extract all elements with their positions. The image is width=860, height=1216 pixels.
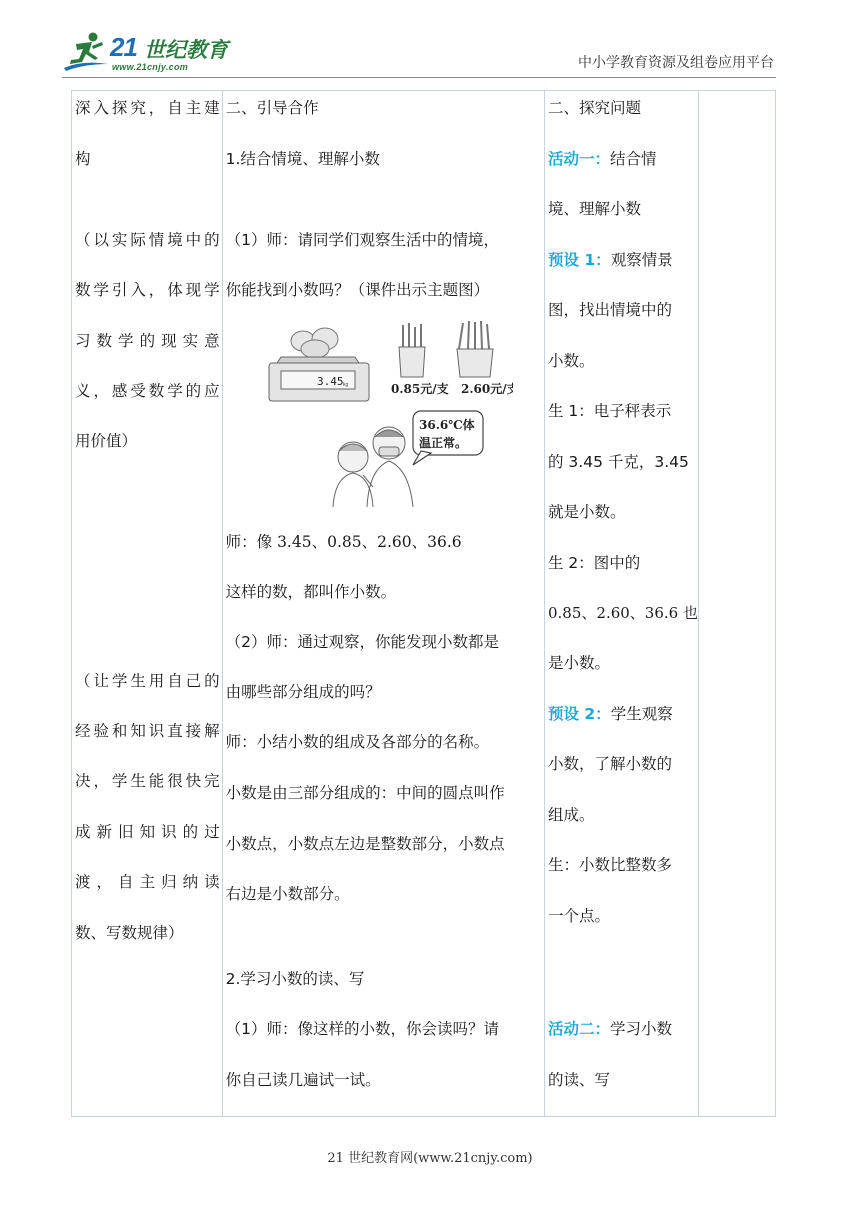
scale-display-value: 3.45 — [316, 375, 344, 388]
teacher-text: 师：小结小数的组成及各部分的名称。 — [225, 733, 490, 751]
activity-text: 学习小数 — [610, 1020, 673, 1038]
activity-text: 结合情 — [610, 150, 657, 168]
teacher-text: （1）师：像这样的小数，你会读吗？请 — [225, 1020, 500, 1038]
design-intent-cell — [72, 91, 223, 1117]
student-text: 图，找出情境中的 — [548, 301, 673, 319]
preset-text: 学生观察 — [610, 705, 673, 723]
price-label-2: 2.60元/支 — [460, 382, 513, 396]
student-text: 0.85、2.60、36.6 也 — [548, 604, 698, 622]
stage-title: 深入探究，自主建 — [75, 99, 220, 117]
teacher-text: 小数是由三部分组成的：中间的圆点叫作 — [225, 784, 505, 802]
activity-line — [548, 1019, 696, 1039]
student-text: 的读、写 — [548, 1071, 611, 1089]
price-label-1: 0.85元/支 — [390, 382, 449, 396]
page-footer: 21 世纪教育网(www.21cnjy.com) — [327, 1151, 533, 1166]
teacher-text: 这样的数，都叫作小数。 — [225, 583, 397, 601]
student-text: 生 2：图中的 — [548, 554, 641, 572]
logo-number: 21 — [110, 32, 137, 62]
student-text: 生：小数比整数多 — [548, 856, 673, 874]
subsection-heading: 2.学习小数的读、写 — [225, 970, 365, 988]
intent-text: 用价值） — [75, 432, 138, 450]
section-heading: 二、引导合作 — [225, 99, 319, 117]
student-text: 是小数。 — [548, 654, 611, 672]
logo-url: www.21cnjy.com — [112, 62, 189, 72]
scale-display-unit: kg — [342, 382, 348, 388]
activity-line — [548, 149, 696, 169]
theme-illustration-image — [263, 319, 513, 509]
bubble-line-2: 温正常。 — [418, 436, 467, 450]
student-text: 一个点。 — [548, 907, 611, 925]
activity-label: 活动二： — [548, 1020, 611, 1038]
intent-text: 义，感受数学的应 — [75, 382, 220, 400]
intent-text: 成新旧知识的过 — [75, 823, 220, 841]
intent-text: 渡，自主归纳读 — [75, 873, 220, 891]
bubble-line-1: 36.6℃体 — [418, 418, 475, 432]
activity-label: 活动一： — [548, 150, 611, 168]
logo-text: 世纪教育 — [144, 38, 228, 62]
preset-line — [548, 250, 696, 270]
teacher-text: （2）师：通过观察，你能发现小数都是 — [225, 633, 500, 651]
intent-text: 习数学的现实意 — [75, 332, 220, 350]
intent-text: 数、写数规律） — [75, 924, 184, 942]
teacher-text: （1）师：请同学们观察生活中的情境， — [225, 231, 500, 249]
student-text: 就是小数。 — [548, 503, 626, 521]
teacher-text: 师：像 3.45、0.85、2.60、36.6 — [225, 533, 462, 551]
teacher-activity-cell — [222, 91, 544, 1117]
student-text: 的 3.45 千克，3.45 — [548, 453, 689, 471]
intent-text: 数学引入，体现学 — [75, 281, 220, 299]
teacher-text: 小数点，小数点左边是整数部分，小数点 — [225, 835, 505, 853]
table-row — [72, 91, 776, 1117]
student-activity-cell — [545, 91, 699, 1117]
pencil-cup-icon — [399, 323, 425, 377]
student-text: 生 1：电子秤表示 — [548, 402, 672, 420]
stage-title-cont: 构 — [75, 150, 91, 168]
intent-text: （以实际情境中的 — [75, 231, 220, 249]
lesson-plan-table — [71, 90, 776, 1117]
theme-illustration — [263, 319, 513, 509]
doctor-and-child-icon — [333, 427, 413, 507]
student-text: 境、理解小数 — [548, 200, 642, 218]
teacher-text: 由哪些部分组成的吗？ — [225, 683, 381, 701]
intent-text: （让学生用自己的 — [75, 672, 220, 690]
site-logo — [62, 30, 232, 75]
intent-text: 经验和知识直接解 — [75, 722, 220, 740]
platform-title: 中小学教育资源及组卷应用平台 — [578, 55, 774, 71]
pencil-cup-icon — [457, 321, 493, 377]
electronic-scale-icon — [269, 328, 369, 401]
teacher-text: 你自己读几遍试一试。 — [225, 1071, 381, 1089]
section-heading: 二、探究问题 — [548, 99, 642, 117]
runner-logo-icon — [62, 30, 110, 74]
teacher-text: 你能找到小数吗？（课件出示主题图） — [225, 281, 490, 299]
subsection-heading: 1.结合情境、理解小数 — [225, 150, 380, 168]
header-divider — [62, 77, 776, 78]
preset-text: 观察情景 — [610, 251, 673, 269]
student-text: 组成。 — [548, 806, 595, 824]
preset-label: 预设 1： — [548, 251, 611, 269]
notes-cell — [698, 91, 775, 1117]
teacher-text: 右边是小数部分。 — [225, 885, 350, 903]
page-header — [0, 0, 860, 90]
preset-line — [548, 704, 696, 724]
student-text: 小数。 — [548, 352, 595, 370]
preset-label: 预设 2： — [548, 705, 611, 723]
intent-text: 决，学生能很快完 — [75, 772, 220, 790]
student-text: 小数，了解小数的 — [548, 755, 673, 773]
